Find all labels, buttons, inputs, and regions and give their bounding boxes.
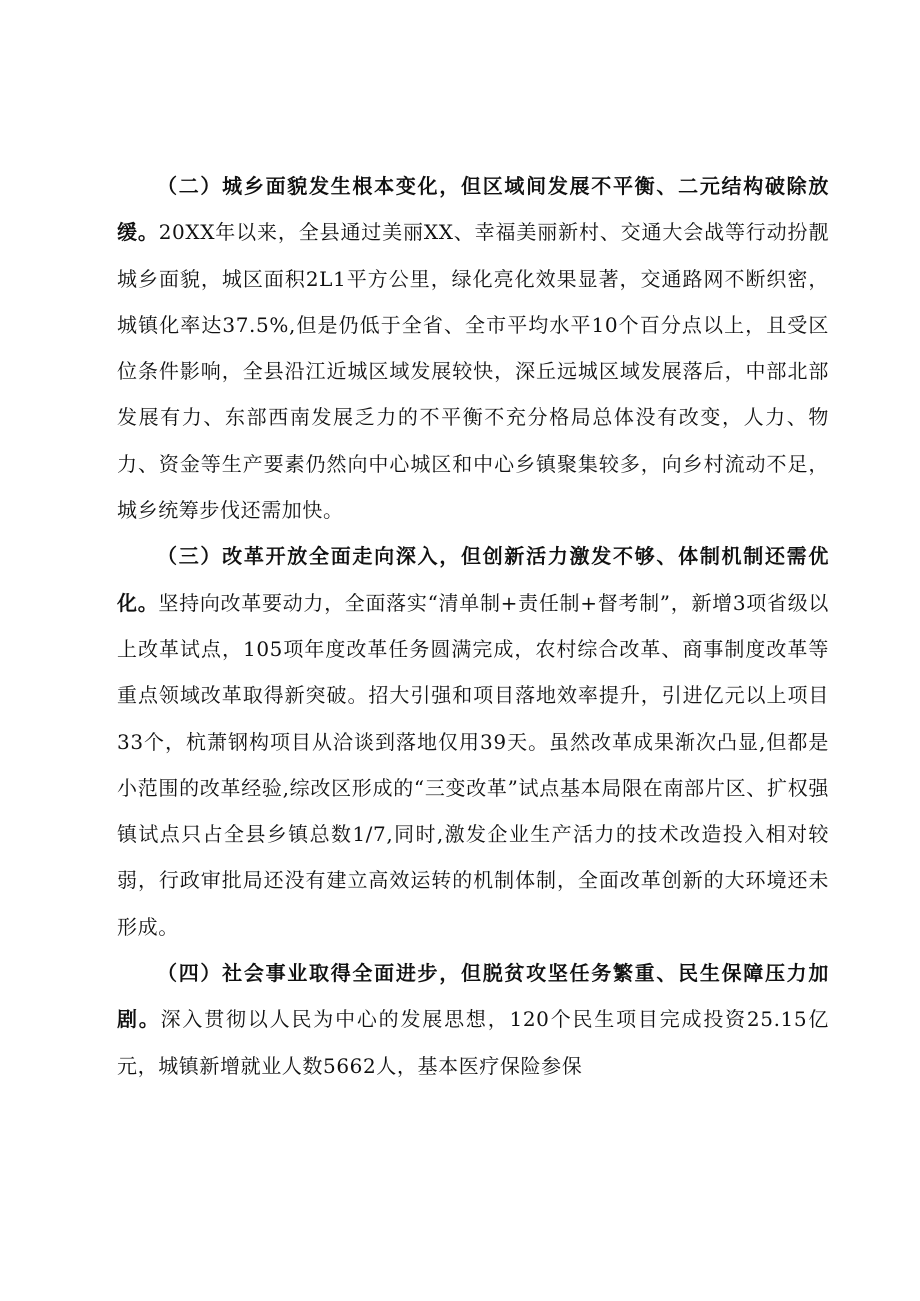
document-body	[117, 163, 829, 1089]
paragraph-reform	[117, 533, 829, 950]
paragraph-heading: （二）城乡面貌发生根本变化，但区域间发展不平衡、二元结构破除放缓。	[117, 174, 829, 245]
paragraph-text: 坚持向改革要动力，全面落实“清单制+责任制+督考制”，新增3项省级以上改革试点，105项年度改革任务圆满完成，农村综合改革、商事制度改革等重点领域改革取得新突破。招大引强和项目落地效率提升，引进亿元以上项目33个，杭萧钢构项目从洽谈到落地仅用39天。虽然改革成果渐次凸显,但都是小范围的改革经验,综改区形成的“三变改革”试点基本局限在南部片区、扩权强镇试点只占全县乡镇总数1/7,同时,激发企业生产活力的技术改造投入相对较弱，行政审批局还没有建立高效运转的机制体制，全面改革创新的大环境还未形成。	[117, 590, 830, 939]
paragraph-heading: （三）改革开放全面走向深入，但创新活力激发不够、体制机制还需优化。	[117, 544, 829, 615]
paragraph-social	[117, 950, 829, 1089]
paragraph-urban-rural	[117, 163, 829, 533]
paragraph-text: 深入贯彻以人民为中心的发展思想，120个民生项目完成投资25.15亿元，城镇新增就业人数5662人，基本医疗保险参保	[117, 1007, 829, 1078]
paragraph-text: 20XX年以来，全县通过美丽XX、幸福美丽新村、交通大会战等行动扮靓城乡面貌，城区面积2L1平方公里，绿化亮化效果显著，交通路网不断织密，城镇化率达37.5%,但是仍低于全省、全市平均水平10个百分点以上，且受区位条件影响，全县沿江近城区域发展较快，深丘远城区域发展落后，中部北部发展有力、东部西南发展乏力的不平衡不充分格局总体没有改变，人力、物力、资金等生产要素仍然向中心城区和中心乡镇聚集较多，向乡村流动不足，城乡统筹步伐还需加快。	[117, 220, 829, 523]
paragraph-heading: （四）社会事业取得全面进步，但脱贫攻坚任务繁重、民生保障压力加剧。	[117, 961, 829, 1032]
